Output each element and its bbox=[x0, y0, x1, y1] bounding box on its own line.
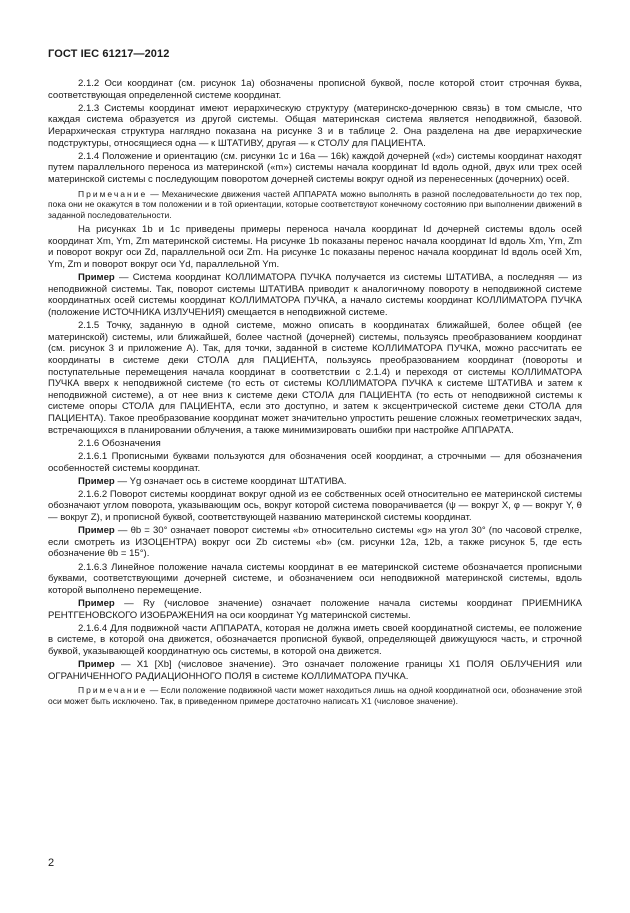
note-1 bbox=[48, 189, 582, 222]
paragraph-transfer-examples: На рисунках 1b и 1с приведены примеры переноса начала координат Id дочерней системы вдоль осей координат Xm, Ym, Zm материнской системы. На рисунке 1b показаны перенос начала координат Id вдоль Xm, Ym, Zm и поворот вокруг оси Zd, параллельной оси Zm. На рисунке 1с показаны перенос начала координат Id вдоль осей Xm, Ym, Zm и поворот вокруг оси Yd, параллельной Ym. bbox=[48, 224, 582, 271]
paragraph-2-1-2: 2.1.2 Оси координат (см. рисунок 1а) обозначены прописной буквой, после которой стоит строчная буква, соответствующая определенной системе координат. bbox=[48, 78, 582, 101]
example-4 bbox=[48, 598, 582, 621]
example-label: Пример bbox=[78, 598, 115, 609]
example-label: Пример bbox=[78, 525, 115, 537]
paragraph-2-1-6-3: 2.1.6.3 Линейное положение начала системы координат в ее материнской системе обозначается прописными буквами, соответствующими дочерней системе, и обозначением оси неподвижной материнской системы, вдоль которой выполнено перемещение. bbox=[48, 561, 582, 596]
document-header: ГОСТ IEC 61217—2012 bbox=[48, 48, 170, 60]
example-label: Пример bbox=[78, 272, 115, 284]
note-2 bbox=[48, 685, 582, 707]
note-text: — Механические движения частей АППАРАТА можно выполнять в разной последовательности до тех пор, пока они не окажутся в том положении и в той ориентации, которые соответствуют конечному состоянию при выполнении движений в заданной последовательности. bbox=[48, 188, 582, 221]
paragraph-2-1-6-1: 2.1.6.1 Прописными буквами пользуются для обозначения осей координат, а строчными — для обозначения особенностей системы координат. bbox=[48, 450, 582, 474]
paragraph-2-1-5: 2.1.5 Точку, заданную в одной системе, можно описать в координатах ближайшей, более общей (ее материнской) системы, или ближайшей, более частной (дочерней) системы, пользуясь преобразованием координат (см. рисунок 3 и приложение А). Так, для точки, заданной в системе КОЛЛИМАТОРА ПУЧКА, можно рассчитать ее координаты в системе деки СТОЛА для ПАЦИЕНТА, пользуясь преобразованием координат (повороты и поступательные перемещения начала координат в соответствии с 2.1.4) и переходя от системы КОЛЛИМАТОРА ПУЧКА вверх к неподвижной системе (то есть от системы КОЛЛИМАТОРА ПУЧКА к системе ШТАТИВА и затем к неподвижной системе), а от нее вниз к системе деки СТОЛА для ПАЦИЕНТА (то есть от неподвижной системы к системе опоры СТОЛА для ПАЦИЕНТА, если это доступно, и затем к эксцентрической системе деки СТОЛА для ПАЦИЕНТА). Такое преобразование координат может значительно упростить решение сложных геометрических задач, встречающихся в планировании облучения, а также минимизировать ошибки при настройке АППАРАТА. bbox=[48, 320, 582, 436]
paragraph-2-1-3: 2.1.3 Системы координат имеют иерархическую структуру (материнско-дочернюю связь) в том смысле, что каждая система образуется из другой системы. Общая материнская система является неподвижной, базовой. Иерархическая структура наглядно показана на рисунке 3 и в таблице 2. Она разделена на две иерархические подструктуры, относящиеся одна — к ШТАТИВУ, другая — к СТОЛУ для ПАЦИЕНТА. bbox=[48, 102, 582, 149]
example-5 bbox=[48, 659, 582, 682]
example-text: — Yg означает ось в системе координат ШТАТИВА. bbox=[117, 475, 347, 487]
example-label: Пример bbox=[78, 659, 115, 671]
paragraph-2-1-6: 2.1.6 Обозначения bbox=[78, 437, 161, 449]
note-text: — Если положение подвижной части может находиться лишь на одной координатной оси, обозначение этой оси может быть исключено. Так, в приведенном примере достаточно написать X1 (числовое значение). bbox=[48, 685, 582, 707]
example-text: — θb = 30° означает поворот системы «b» относительно системы «g» на угол 30° (по часовой стрелке, если смотреть из ИЗОЦЕНТРА) вокруг оси Zb системы «b» (см. рисунки 12а, 12b, а также рисунок 5, где есть обозначение θb = 15°). bbox=[48, 525, 582, 560]
paragraph-2-1-4: 2.1.4 Положение и ориентацию (см. рисунки 1с и 16а — 16k) каждой дочерней («d») системы координат находят путем параллельного переноса из материнской («m») системы начала координат Id вдоль одной, двух или трех осей материнской системы с последующим поворотом дочерней системы вокруг одной из перенесенных (дочерних) осей. bbox=[48, 150, 582, 185]
note-label: Примечание bbox=[78, 188, 148, 199]
example-text: — Ry (числовое значение) означает положение начала системы координат ПРИЕМНИКА РЕНТГЕНОВСКОГО ИЗОБРАЖЕНИЯ на оси координат Yg материнской системы. bbox=[48, 598, 582, 621]
paragraph-2-1-6-2: 2.1.6.2 Поворот системы координат вокруг одной из ее собственных осей относительно ее материнской системы обозначают углом поворота, указывающим ось, вокруг которой система поворачивается (ψ — вокруг X, φ — вокруг Y, θ — вокруг Z), и прописной буквой, соответствующей названию материнской системы координат. bbox=[48, 488, 582, 524]
example-text: — Система координат КОЛЛИМАТОРА ПУЧКА получается из системы ШТАТИВА, а последняя — из неподвижной системы. Так, поворот системы ШТАТИВА приводит к аналогичному повороту в неподвижной системе координатных осей системы координат КОЛЛИМАТОРА ПУЧКА, а начало системы координат КОЛЛИМАТОРА ПУЧКА (положение ИСТОЧНИКА ИЗЛУЧЕНИЯ) смещается в неподвижной системе. bbox=[48, 272, 583, 318]
page-number: 2 bbox=[48, 857, 55, 869]
example-text: — X1 [Xb] (числовое значение). Это означает положение границы X1 ПОЛЯ ОБЛУЧЕНИЯ или ОГРАНИЧЕННОГО РАДИАЦИОННОГО ПОЛЯ в системе КОЛЛИМАТОРА ПУЧКА. bbox=[48, 659, 582, 682]
example-1 bbox=[48, 272, 582, 318]
example-label: Пример bbox=[78, 475, 115, 487]
example-2 bbox=[48, 476, 582, 488]
example-3 bbox=[48, 525, 582, 560]
note-label: Примечание bbox=[78, 685, 148, 696]
document-body bbox=[48, 78, 582, 710]
paragraph-2-1-6-4: 2.1.6.4 Для подвижной части АППАРАТА, которая не должна иметь своей координатной системы, ее положение в системе, в которой она движется, обозначается прописной буквой, определяющей движущуюся часть, и строчной буквой, указывающей координатную ось системы, в которой она движется. bbox=[48, 622, 582, 657]
